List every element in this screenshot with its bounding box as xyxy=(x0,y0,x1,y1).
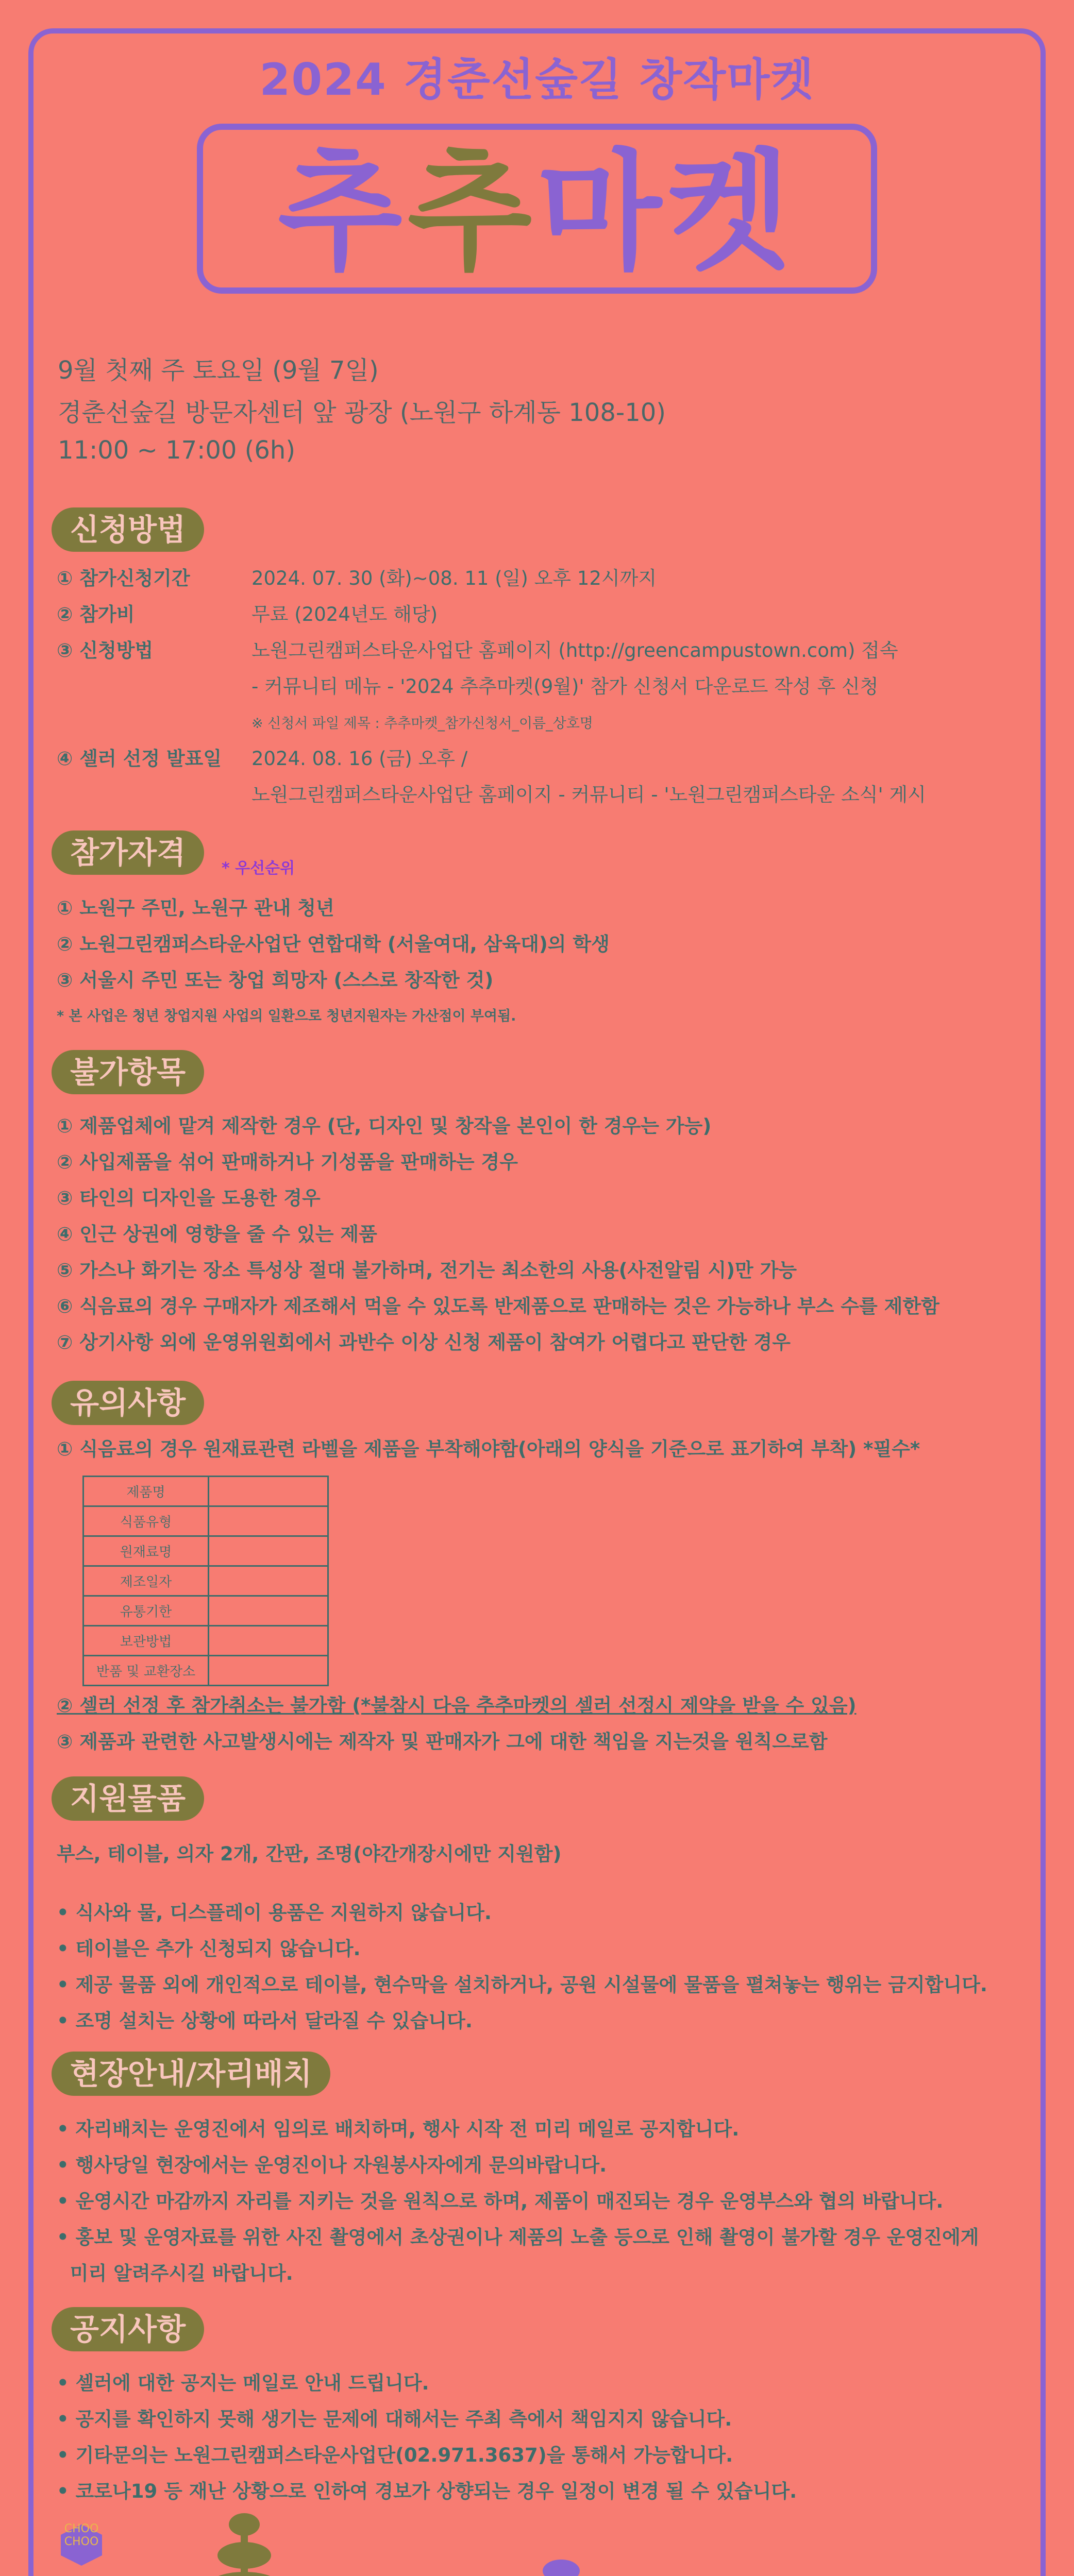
table-cell: 유통기한 xyxy=(83,1596,209,1626)
table-cell-empty xyxy=(209,1536,328,1566)
table-cell-empty xyxy=(209,1477,328,1506)
sign-text-2: CHOO xyxy=(64,2535,99,2548)
table-row xyxy=(83,1477,328,1506)
onsite-item: • 자리배치는 운영진에서 임의로 배치하며, 행사 시작 전 미리 메일로 공지합니다. xyxy=(57,2118,740,2140)
table-cell: 제조일자 xyxy=(83,1566,209,1596)
event-time: 11:00 ~ 17:00 (6h) xyxy=(58,436,296,465)
notice-item: • 기타문의는 노원그린캠퍼스타운사업단(02.971.3637)을 통해서 가능합니다. xyxy=(57,2444,733,2466)
table-cell-empty xyxy=(209,1626,328,1656)
sign-text-1: CHOO xyxy=(64,2522,99,2535)
prohibited-item: ⑥ 식음료의 경우 구매자가 제조해서 먹을 수 있도록 반제품으로 판매하는 것은 가능하나 부스 수를 제한함 xyxy=(57,1295,939,1317)
table-cell: 보관방법 xyxy=(83,1626,209,1656)
logo-title xyxy=(203,135,871,290)
logo-char-4: 켓 xyxy=(666,137,796,287)
prohibited-item: ⑤ 가스나 화기는 장소 특성상 절대 불가하며, 전기는 최소한의 사용(사전알림 시)만 가능 xyxy=(57,1259,797,1281)
notice-item: • 셀러에 대한 공지는 메일로 안내 드립니다. xyxy=(57,2372,429,2394)
food-label-table xyxy=(82,1476,329,1686)
poster-subtitle: 2024 경춘선숲길 창작마켓 xyxy=(259,54,815,106)
application-label: ④ 셀러 선정 발표일 xyxy=(57,748,222,770)
table-cell: 반품 및 교환장소 xyxy=(83,1656,209,1686)
section-title-prohibited: 불가항목 xyxy=(52,1050,204,1094)
eligibility-item: ② 노원그린캠퍼스타운사업단 연합대학 (서울여대, 삼육대)의 학생 xyxy=(57,933,610,955)
section-title-application: 신청방법 xyxy=(52,507,204,552)
table-cell-empty xyxy=(209,1596,328,1626)
application-label: ① 참가신청기간 xyxy=(57,567,190,589)
table-cell: 제품명 xyxy=(83,1477,209,1506)
eligibility-footnote: * 본 사업은 청년 창업지원 사업의 일환으로 청년지원자는 가산점이 부여됨. xyxy=(57,1008,516,1024)
application-label: ③ 신청방법 xyxy=(57,639,154,662)
eligibility-item: ③ 서울시 주민 또는 창업 희망자 (스스로 창작한 것) xyxy=(57,969,494,991)
section-title-support: 지원물품 xyxy=(52,1776,204,1821)
support-item: • 식사와 물, 디스플레이 용품은 지원하지 않습니다. xyxy=(57,1902,492,1924)
table-cell-empty xyxy=(209,1506,328,1536)
notes-item: ② 셀러 선정 후 참가취소는 불가함 (*불참시 다음 추추마켓의 셀러 선정시 제약을 받을 수 있음) xyxy=(57,1694,857,1717)
application-value: 무료 (2024년도 해당) xyxy=(251,603,438,625)
table-cell-empty xyxy=(209,1566,328,1596)
logo-char-1: 추 xyxy=(278,137,408,287)
table-row xyxy=(83,1596,328,1626)
table-row xyxy=(83,1566,328,1596)
onsite-item: • 홍보 및 운영자료를 위한 사진 촬영에서 초상권이나 제품의 노출 등으로 인해 촬영이 불가할 경우 운영진에게 xyxy=(57,2226,979,2248)
onsite-item: • 행사당일 현장에서는 운영진이나 자원봉사자에게 문의바랍니다. xyxy=(57,2154,607,2176)
tree-icon xyxy=(500,2560,622,2576)
prohibited-item: ① 제품업체에 맡겨 제작한 경우 (단, 디자인 및 창작을 본인이 한 경우는 가능) xyxy=(57,1115,712,1137)
support-item: • 테이블은 추가 신청되지 않습니다. xyxy=(57,1938,361,1960)
priority-note: * 우선순위 xyxy=(222,859,295,877)
section-title-onsite: 현장안내/자리배치 xyxy=(52,2052,330,2096)
forest-illustration xyxy=(0,2483,1074,2576)
application-value: 노원그린캠퍼스타운사업단 홈페이지 - 커뮤니티 - '노원그린캠퍼스타운 소식' 게시 xyxy=(251,784,926,806)
notice-item: • 공지를 확인하지 못해 생기는 문제에 대해서는 주최 측에서 책임지지 않습니다. xyxy=(57,2408,732,2430)
table-row xyxy=(83,1536,328,1566)
table-cell: 원재료명 xyxy=(83,1536,209,1566)
onsite-item: 미리 알려주시길 바랍니다. xyxy=(57,2262,293,2284)
support-item: • 조명 설치는 상황에 따라서 달라질 수 있습니다. xyxy=(57,2010,473,2032)
logo-box xyxy=(197,124,877,294)
prohibited-item: ⑦ 상기사항 외에 운영위원회에서 과반수 이상 신청 제품이 참여가 어렵다고 판단한 경우 xyxy=(57,1331,791,1353)
table-row xyxy=(83,1506,328,1536)
application-value: - 커뮤니티 메뉴 - '2024 추추마켓(9월)' 참가 신청서 다운로드 작성 후 신청 xyxy=(251,675,879,698)
prohibited-item: ③ 타인의 디자인을 도용한 경우 xyxy=(57,1187,321,1209)
application-value: 2024. 07. 30 (화)~08. 11 (일) 오후 12시까지 xyxy=(251,567,657,589)
eligibility-item: ① 노원구 주민, 노원구 관내 청년 xyxy=(57,897,334,919)
application-file-note: ※ 신청서 파일 제목 : 추추마켓_참가신청서_이름_상호명 xyxy=(251,716,593,732)
event-location: 경춘선숲길 방문자센터 앞 광장 (노원구 하계동 108-10) xyxy=(58,398,666,427)
notice-item: • 코로나19 등 재난 상황으로 인하여 경보가 상향되는 경우 일정이 변경 될 수 있습니다. xyxy=(57,2480,797,2502)
section-title-notice: 공지사항 xyxy=(52,2307,204,2351)
application-value: 2024. 08. 16 (금) 오후 / xyxy=(251,748,468,770)
section-title-eligibility: 참가자격 xyxy=(52,831,204,875)
logo-char-2: 추 xyxy=(407,137,537,287)
table-row xyxy=(83,1626,328,1656)
application-label: ② 참가비 xyxy=(57,603,135,625)
prohibited-item: ② 사입제품을 섞어 판매하거나 기성품을 판매하는 경우 xyxy=(57,1151,518,1173)
tree-icon xyxy=(172,2513,316,2576)
support-item: • 제공 물품 외에 개인적으로 테이블, 현수막을 설치하거나, 공원 시설물에 물품을 펼쳐놓는 행위는 금지합니다. xyxy=(57,1974,987,1996)
prohibited-item: ④ 인근 상권에 영향을 줄 수 있는 제품 xyxy=(57,1223,377,1245)
table-cell-empty xyxy=(209,1656,328,1686)
section-title-notes: 유의사항 xyxy=(52,1381,204,1425)
logo-char-3: 마 xyxy=(537,137,667,287)
notes-item: ① 식음료의 경우 원재료관련 라벨을 제품을 부착해야함(아래의 양식을 기준으로 표기하여 부착) *필수* xyxy=(57,1438,920,1460)
application-value: 노원그린캠퍼스타운사업단 홈페이지 (http://greencampustown.com) 접속 xyxy=(251,639,898,662)
event-date: 9월 첫째 주 토요일 (9월 7일) xyxy=(58,356,379,385)
support-summary: 부스, 테이블, 의자 2개, 간판, 조명(야간개장시에만 지원함) xyxy=(57,1843,562,1865)
table-row xyxy=(83,1656,328,1686)
onsite-item: • 운영시간 마감까지 자리를 지키는 것을 원칙으로 하며, 제품이 매진되는 경우 운영부스와 협의 바랍니다. xyxy=(57,2190,944,2212)
table-cell: 식품유형 xyxy=(83,1506,209,1536)
notes-item: ③ 제품과 관련한 사고발생시에는 제작자 및 판매자가 그에 대한 책임을 지는것을 원칙으로함 xyxy=(57,1731,828,1753)
